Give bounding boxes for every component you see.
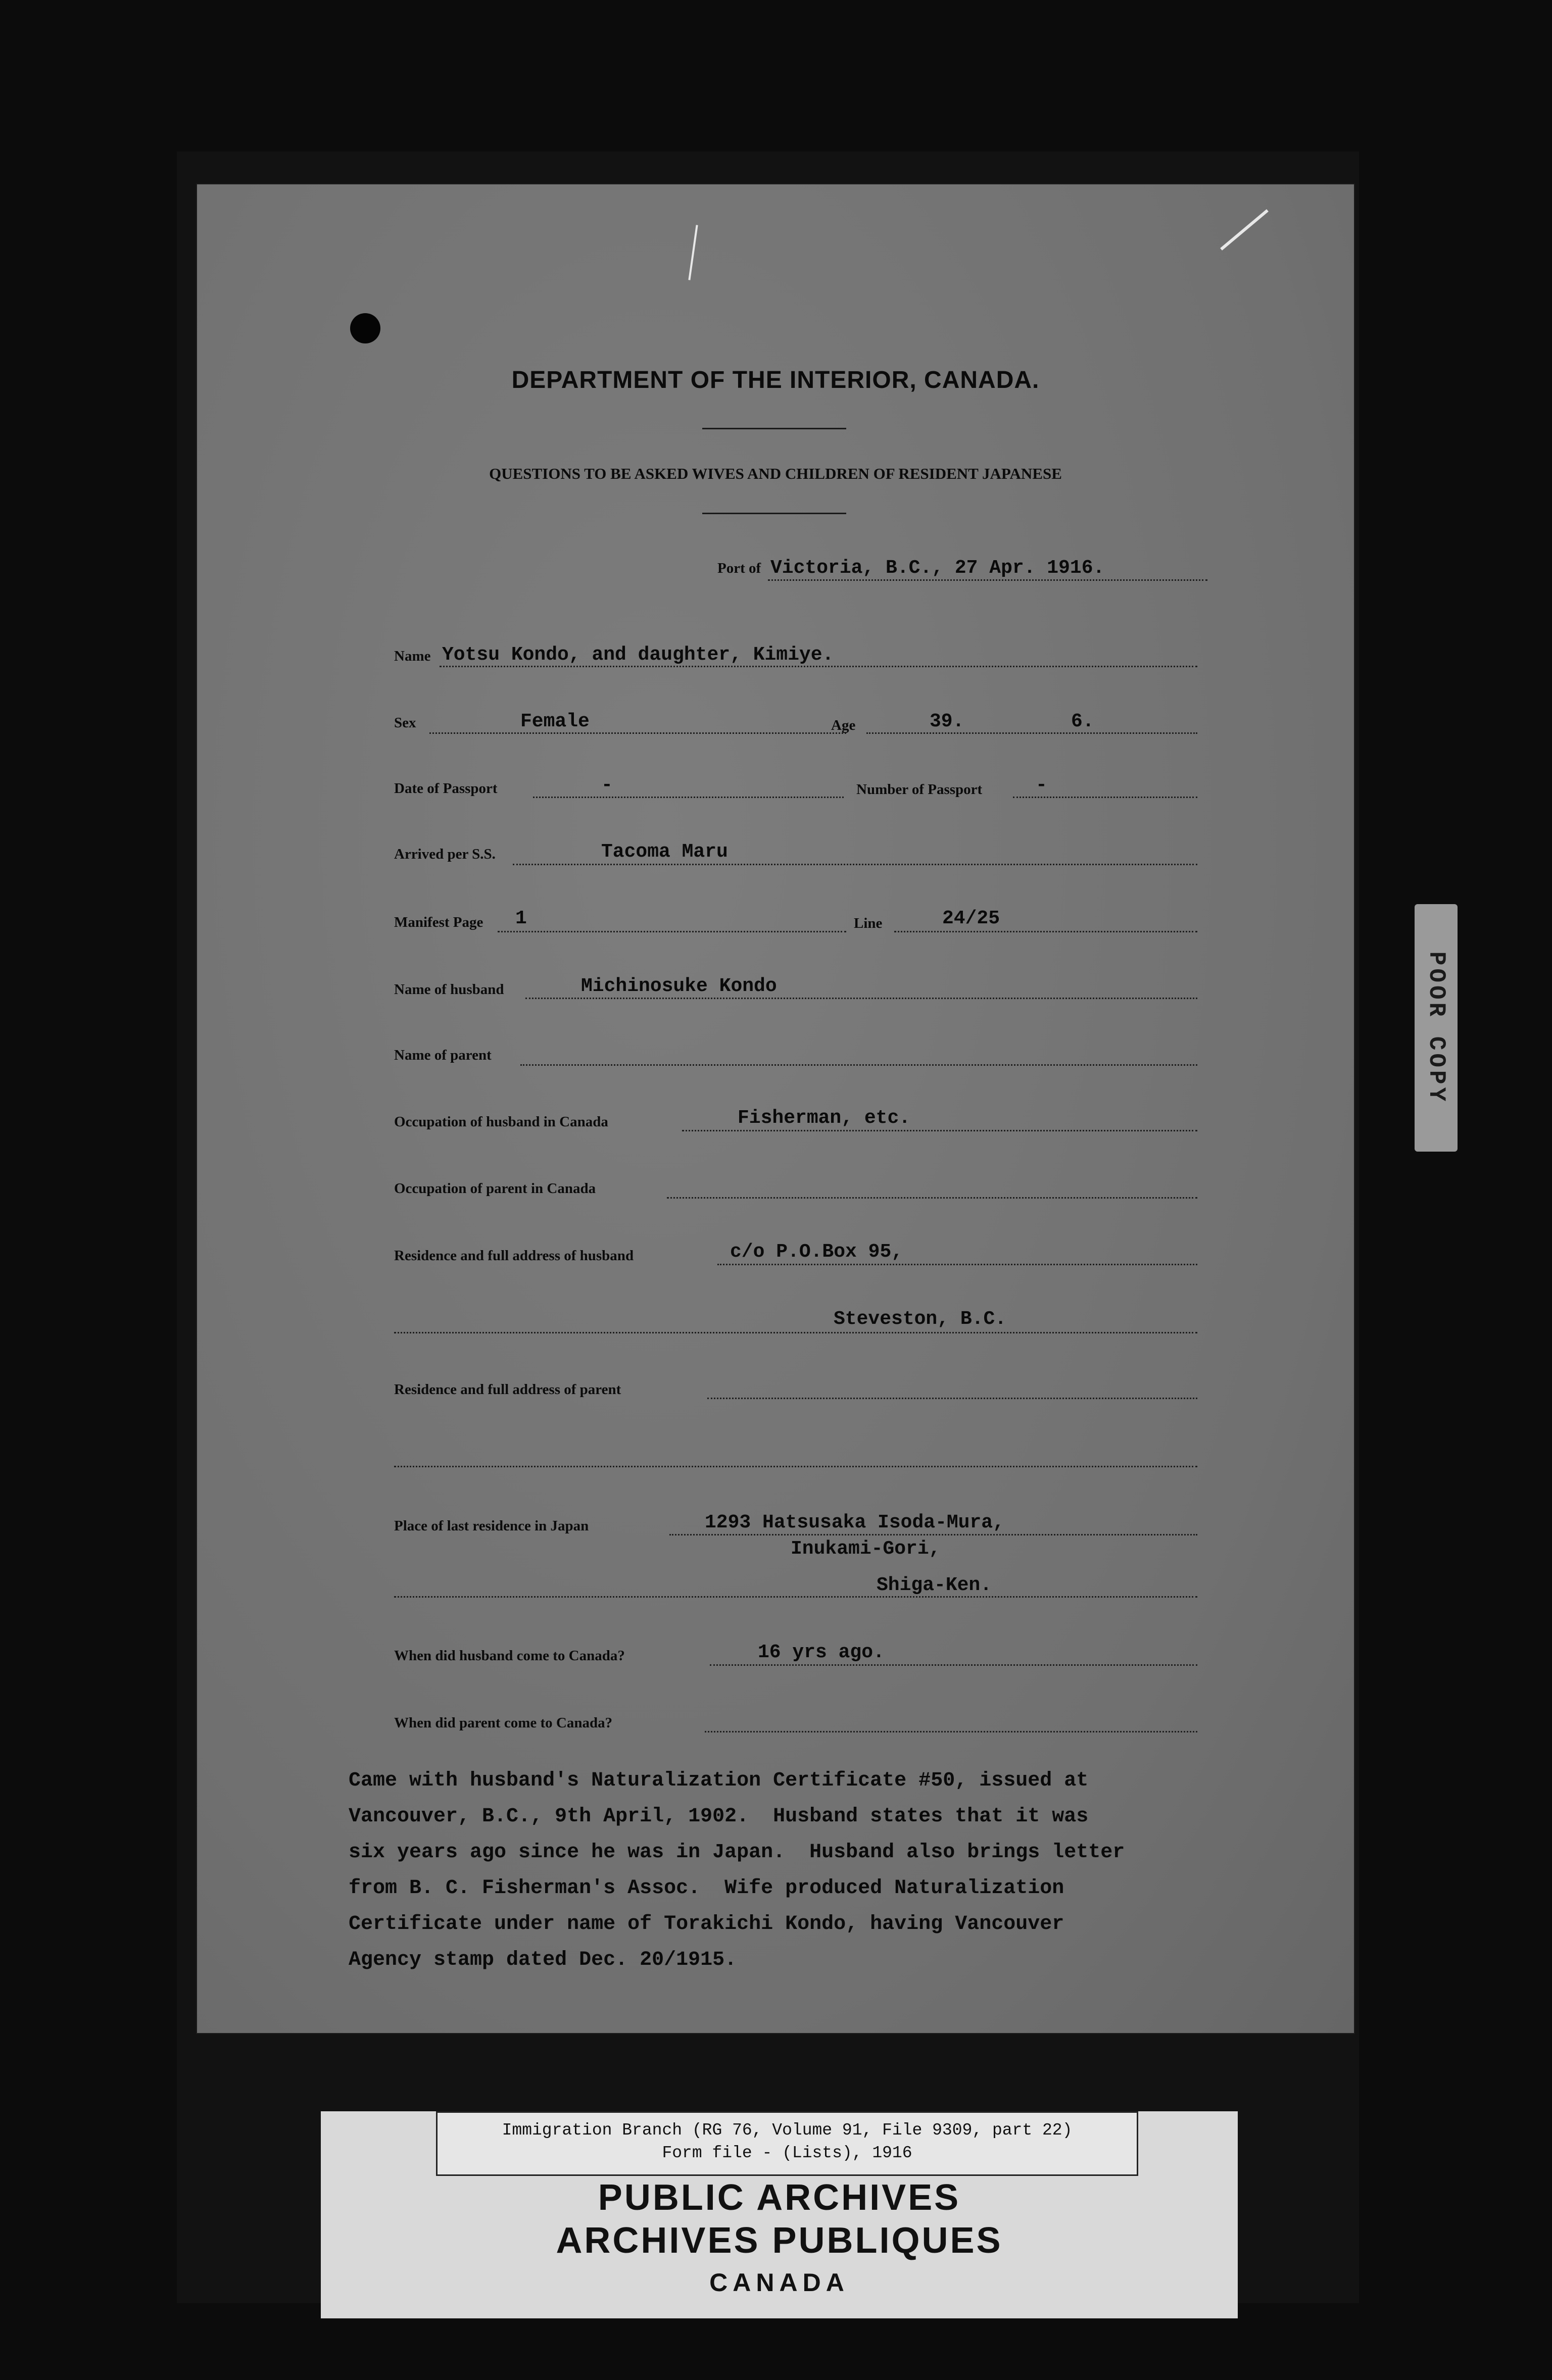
line-value: 24/25	[942, 908, 1000, 929]
line-line	[894, 931, 1197, 932]
note-line: Agency stamp dated Dec. 20/1915.	[349, 1949, 737, 1971]
poor-copy-text: POOR COPY	[1423, 951, 1449, 1105]
form-title: DEPARTMENT OF THE INTERIOR, CANADA.	[511, 367, 1040, 393]
parent-came-line	[705, 1731, 1197, 1732]
archive-name-english: PUBLIC ARCHIVES	[598, 2177, 961, 2218]
age-value: 39.	[930, 711, 964, 732]
archive-reference-line-1: Immigration Branch (RG 76, Volume 91, File 9309, part 22)	[502, 2121, 1073, 2140]
name-label: Name	[394, 648, 431, 664]
manifest-page-value: 1	[515, 908, 527, 929]
form-document	[197, 184, 1354, 2033]
arrived-per-line	[513, 864, 1197, 865]
residence-parent-line	[707, 1398, 1197, 1399]
residence-husband-line-2	[394, 1332, 1197, 1333]
title-rule	[702, 428, 846, 429]
number-of-passport-line	[1013, 797, 1197, 798]
sex-label: Sex	[394, 715, 416, 731]
last-residence-value-3: Shiga-Ken.	[877, 1574, 992, 1596]
residence-husband-label: Residence and full address of husband	[394, 1248, 634, 1264]
film-scratch	[688, 225, 698, 280]
archive-name-french: ARCHIVES PUBLIQUES	[556, 2220, 1003, 2261]
manifest-page-label: Manifest Page	[394, 914, 483, 930]
archive-reference-label	[436, 2111, 1138, 2176]
typed-notes	[349, 1763, 1308, 1978]
date-of-passport-value: -	[601, 774, 613, 796]
occupation-husband-label: Occupation of husband in Canada	[394, 1114, 608, 1130]
sex-line	[429, 732, 846, 734]
last-residence-value-2: Inukami-Gori,	[791, 1538, 941, 1560]
number-of-passport-label: Number of Passport	[856, 781, 983, 798]
subtitle-rule	[702, 513, 846, 514]
occupation-husband-value: Fisherman, etc.	[738, 1107, 911, 1129]
residence-parent-line-2	[394, 1466, 1197, 1467]
residence-husband-value: c/o P.O.Box 95,	[730, 1241, 903, 1263]
residence-husband-value-2: Steveston, B.C.	[834, 1308, 1007, 1330]
archive-stamp	[321, 2111, 1238, 2318]
occupation-husband-line	[682, 1130, 1197, 1131]
name-of-husband-value: Michinosuke Kondo	[581, 975, 777, 997]
note-line: Certificate under name of Torakichi Kondo, having Vancouver	[349, 1913, 1064, 1936]
line-label: Line	[854, 915, 883, 931]
occupation-parent-label: Occupation of parent in Canada	[394, 1180, 596, 1197]
film-scratch	[1220, 209, 1269, 251]
sex-value: Female	[520, 711, 590, 732]
manifest-page-line	[498, 931, 846, 932]
age-label: Age	[831, 717, 856, 733]
archive-reference-line-2: Form file - (Lists), 1916	[662, 2144, 912, 2162]
arrived-per-label: Arrived per S.S.	[394, 846, 496, 862]
husband-came-value: 16 yrs ago.	[758, 1642, 885, 1663]
residence-husband-line	[717, 1264, 1197, 1265]
name-value: Yotsu Kondo, and daughter, Kimiye.	[442, 644, 834, 666]
form-subtitle: QUESTIONS TO BE ASKED WIVES AND CHILDREN OF RESIDENT JAPANESE	[489, 465, 1062, 482]
archive-country: CANADA	[709, 2268, 849, 2297]
arrived-per-value: Tacoma Maru	[601, 841, 728, 863]
age-value-daughter: 6.	[1071, 711, 1094, 732]
last-residence-line	[669, 1534, 1197, 1535]
poor-copy-tag	[1415, 904, 1458, 1152]
note-line: Came with husband's Naturalization Certificate #50, issued at	[349, 1769, 1089, 1792]
note-line: from B. C. Fisherman's Assoc. Wife produced Naturalization	[349, 1877, 1064, 1900]
residence-parent-label: Residence and full address of parent	[394, 1381, 621, 1398]
husband-came-label: When did husband come to Canada?	[394, 1648, 625, 1664]
number-of-passport-value: -	[1036, 774, 1047, 796]
note-line: Vancouver, B.C., 9th April, 1902. Husband states that it was	[349, 1805, 1089, 1828]
note-line: six years ago since he was in Japan. Husband also brings letter	[349, 1841, 1125, 1864]
husband-came-line	[710, 1664, 1197, 1666]
last-residence-value: 1293 Hatsusaka Isoda-Mura,	[705, 1512, 1004, 1533]
name-of-husband-line	[525, 998, 1197, 999]
port-line	[768, 579, 1207, 581]
date-of-passport-line	[533, 797, 844, 798]
name-line	[440, 666, 1197, 667]
parent-came-label: When did parent come to Canada?	[394, 1715, 613, 1731]
name-of-parent-line	[520, 1064, 1197, 1066]
age-line	[866, 732, 1197, 734]
name-of-parent-label: Name of parent	[394, 1047, 492, 1063]
port-value: Victoria, B.C., 27 Apr. 1916.	[770, 557, 1105, 579]
port-label: Port of	[717, 560, 761, 576]
name-of-husband-label: Name of husband	[394, 981, 504, 998]
occupation-parent-line	[667, 1197, 1197, 1199]
last-residence-label: Place of last residence in Japan	[394, 1518, 589, 1534]
punch-hole	[350, 313, 380, 343]
date-of-passport-label: Date of Passport	[394, 780, 498, 797]
last-residence-line-2	[394, 1596, 1197, 1598]
